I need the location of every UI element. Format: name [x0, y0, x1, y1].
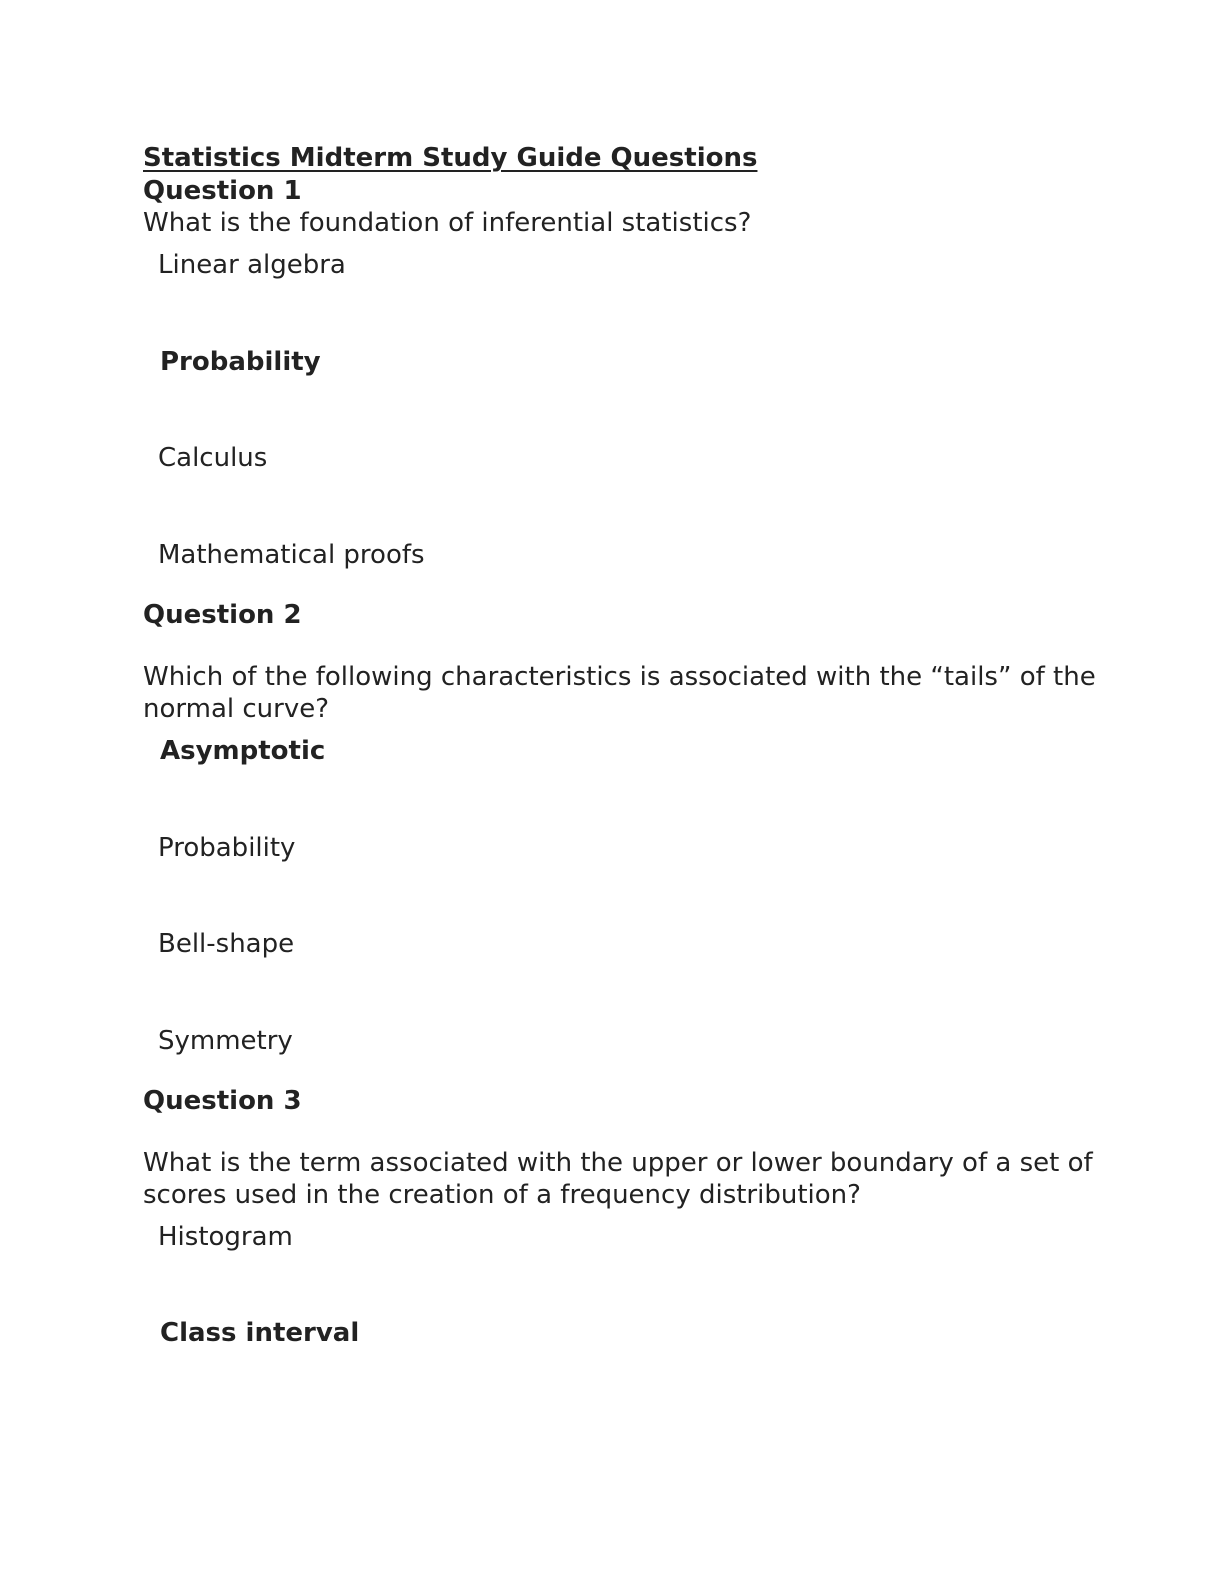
question-2-option-3: Bell-shape: [158, 929, 295, 959]
question-1-option-4: Mathematical proofs: [158, 540, 425, 570]
question-2-prompt: Which of the following characteristics is associated with the “tails” of the normal curve?: [143, 662, 1096, 724]
question-1-prompt: What is the foundation of inferential statistics?: [143, 208, 752, 238]
document-title: Statistics Midterm Study Guide Questions: [143, 143, 758, 173]
question-3-option-2: Class interval: [160, 1318, 360, 1348]
question-2-option-1: Asymptotic: [160, 736, 326, 766]
question-3-heading: Question 3: [143, 1086, 302, 1116]
question-2-option-4: Symmetry: [158, 1026, 293, 1056]
question-1-option-3: Calculus: [158, 443, 268, 473]
question-3-option-1: Histogram: [158, 1222, 293, 1252]
question-2-heading: Question 2: [143, 600, 302, 630]
question-2-option-2: Probability: [158, 833, 296, 863]
question-1-heading: Question 1: [143, 176, 302, 206]
question-1-option-2: Probability: [160, 347, 321, 377]
question-1-option-1: Linear algebra: [158, 250, 346, 280]
question-3-prompt: What is the term associated with the upper or lower boundary of a set of scores used in the creation of a frequency distribution?: [143, 1148, 1093, 1210]
